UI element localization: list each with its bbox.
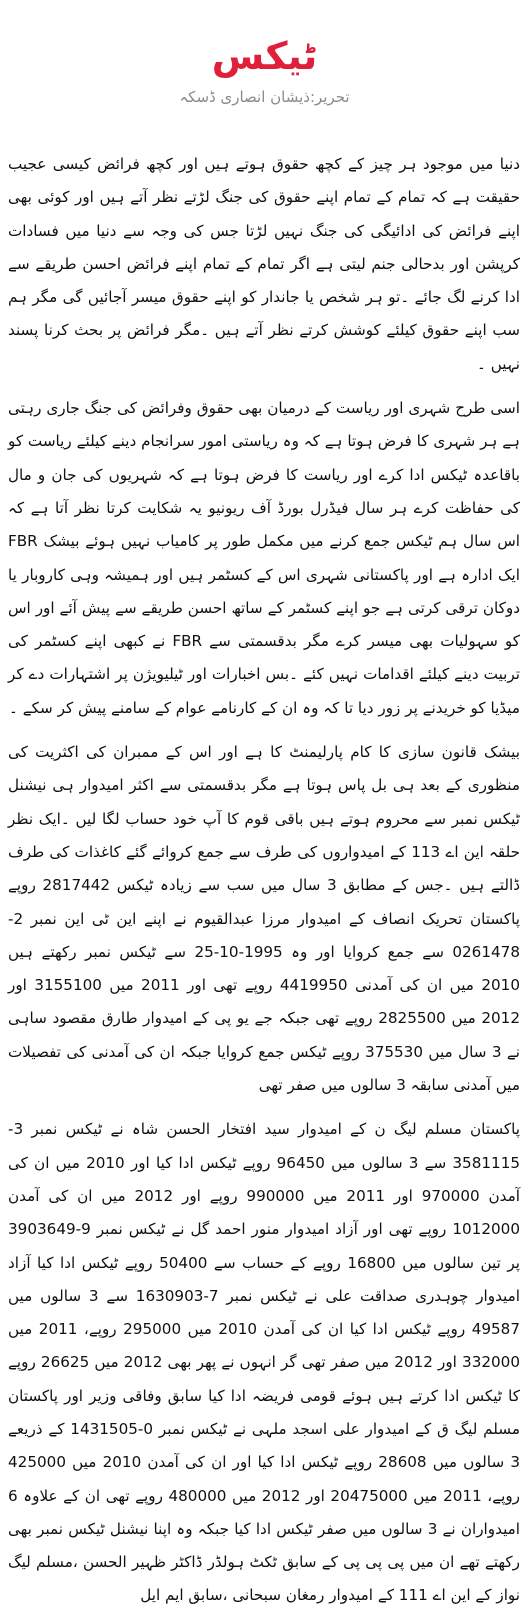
paragraph: اسی طرح شہری اور ریاست کے درمیان بھی حقوق وفرائض کی جنگ جاری رہتی ہے ہر شہری کا فرض ہوتا ہے کہ وہ ریاستی امور سرانجام دینے کیلئے ریاست کو باقاعدہ ٹیکس ادا کرے اور ریاست کا فرض ہوتا ہے کہ شہریوں کی جان و مال کی حفاظت کرے ہر سال فیڈرل بورڈ آف ریونیو یہ شکایت کرتا نظر آتا ہے کہ اس سال ہم ٹیکس جمع کرنے میں مکمل طور پر کامیاب نہیں ہوئے بیشک FBR ایک ادارہ ہے اور پاکستانی شہری اس کے کسٹمر ہیں اور ہمیشہ وہی کاروبار یا دوکان ترقی کرتی ہے جو اپنے کسٹمر کے ساتھ احسن طریقے سے پیش آئے اور اس کو سہولیات بھی میسر کرے مگر بدقسمتی سے FBR نے کبھی اپنے کسٹمر کی تربیت دینے کیلئے اقدامات نہیں کئے ۔بس اخبارات اور ٹیلیویژن پر اشتہارات دے کر میڈیا کو خریدنے پر زور دیا تا کہ وہ ان کے کارنامے عوام کے سامنے پیش کر سکے ۔ bbox=[8, 399, 521, 717]
paragraph: پاکستان مسلم لیگ ن کے امیدوار سید افتخار الحسن شاہ نے ٹیکس نمبر 3-3581115 سے 3 سالوں میں 96450 روپے ٹیکس ادا کیا اور 2010 میں ان کی آمدن 970000 اور 2011 میں 990000 روپے اور 2012 میں ان کی آمدن 1012000 روپے تھی اور آزاد امیدوار منور احمد گل نے ٹیکس نمبر 9-3903649 پر تین سالوں میں 16800 روپے کے حساب سے 50400 روپے ٹیکس ادا کیا آزاد امیدوار چوہدری صداقت علی نے ٹیکس نمبر 7-1630903 سے 3 سالوں میں 49587 روپے ٹیکس ادا کیا ان کی آمدن 2010 میں 295000 روپے، 2011 میں 332000 اور 2012 میں صفر تھی گر انہوں نے پھر بھی 2012 میں 26625 روپے کا ٹیکس ادا کرتے ہیں ہوئے قومی فریضہ ادا کیا سابق وفاقی وزیر اور پاکستان مسلم لیگ ق کے امیدوار علی اسجد ملہی نے ٹیکس نمبر 0-1431505 کے ذریعے 3 سالوں میں 28608 روپے ٹیکس ادا کیا اور ان کی آمدن 2010 میں 425000 روپے، 2011 میں 20475000 اور 2012 میں 480000 روپے تھی ان کے علاوہ 6 امیدواران نے 3 سالوں میں صفر ٹیکس ادا کیا جبکہ وہ اپنا نیشنل ٹیکس نمبر بھی رکھتے تھے ان میں پی پی پی کے سابق ٹکٹ ہولڈر ڈاکٹر ظہیر الحسن ،مسلم لیگ نواز کے این اے 111 کے امیدوار رمغان سبحانی ،سابق ایم ایل bbox=[8, 1120, 521, 1605]
article-title: ٹیکس bbox=[211, 34, 318, 78]
article-body bbox=[8, 148, 520, 1624]
paragraph: بیشک قانون سازی کا کام پارلیمنٹ کا ہے اور اس کے ممبران کی اکثریت کی منظوری کے بعد ہی بل پاس ہوتا ہے مگر بدقسمتی سے اکثر امیدوار ہی نیشنل ٹیکس نمبر سے محروم ہوتے ہیں باقی قوم کا آپ خود حساب لگا لیں ۔ایک نظر حلقہ این اے 113 کے امیدواروں کی طرف سے جمع کروائے گئے کاغذات کی طرف ڈالتے ہیں ۔جس کے مطابق 3 سال میں سب سے زیادہ ٹیکس 2817442 روپے پاکستان تحریک انصاف کے امیدوار مرزا عبدالقیوم نے اپنے این ٹی این نمبر 2-0261478 سے جمع کروایا اور وہ 1995-10-25 سے ٹیکس نمبر رکھتے ہیں 2010 میں ان کی آمدنی 4419950 روپے تھی اور 2011 میں 3155100 اور 2012 میں 2825500 روپے تھی جبکہ جے یو پی کے امیدوار طارق مقصود ساہی نے 3 سال میں 375530 روپے ٹیکس جمع کروایا جبکہ ان کی آمدنی کی تفصیلات میں آمدنی سابقہ 3 سالوں میں صفر تھی bbox=[8, 743, 521, 1095]
article-byline: تحریر:ذیشان انصاری ڈسکہ bbox=[179, 88, 350, 106]
paragraph: دنیا میں موجود ہر چیز کے کچھ حقوق ہوتے ہیں اور کچھ فرائض کیسی عجیب حقیقت ہے کہ تمام کے تمام اپنے حقوق کی جنگ لڑتے نظر آتے ہیں اور کوئی بھی اپنے فرائض کی ادائیگی کی جنگ نہیں لڑتا جس کی وجہ سے دنیا میں فسادات کرپشن اور بدحالی جنم لیتی ہے اگر تمام کے تمام اپنے فرائض احسن طریقے سے ادا کرنے لگ جائے ۔تو ہر شخص یا جاندار کو اپنے حقوق میسر آجائیں گی مگر ہم سب اپنے حقوق کیلئے کوشش کرتے نظر آتے ہیں ۔مگر فرائض پر بحث کرنا پسند نہیں ۔ bbox=[8, 155, 520, 373]
